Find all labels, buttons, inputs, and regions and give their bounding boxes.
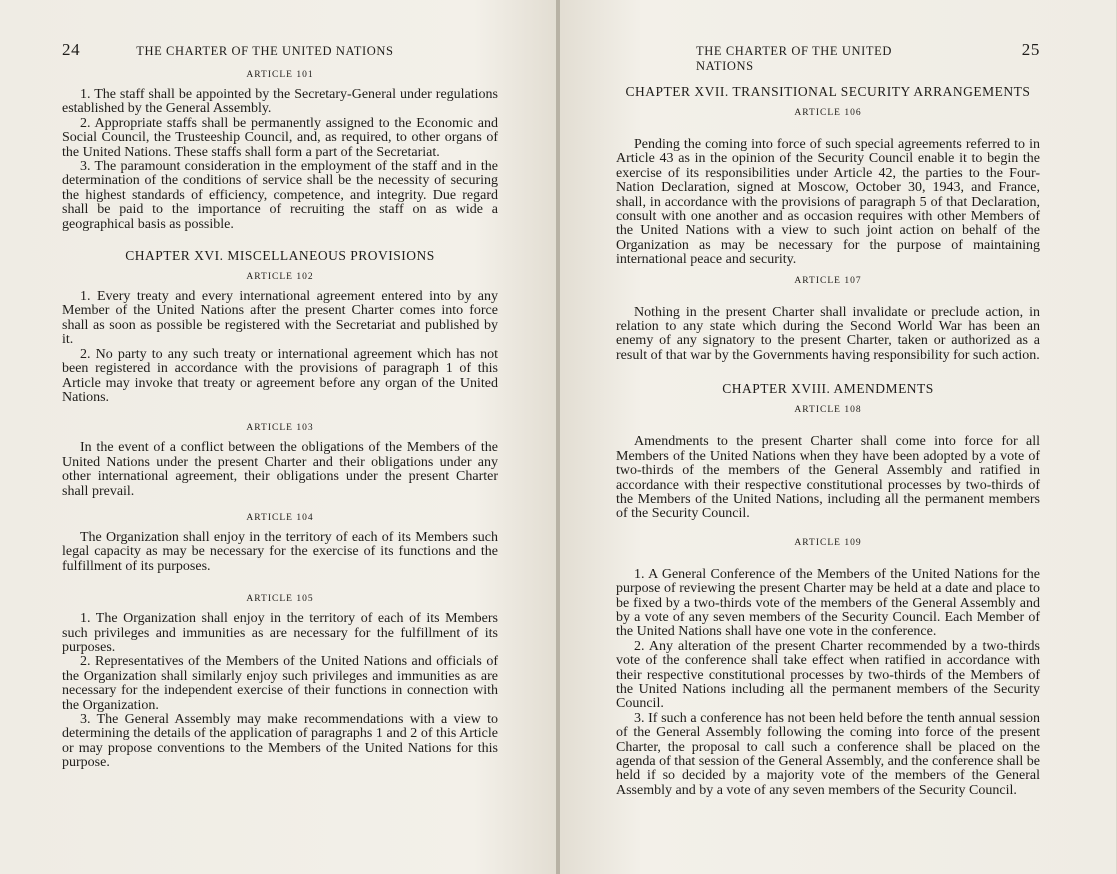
right-running-title: THE CHARTER OF THE UNITED NATIONS xyxy=(696,44,892,73)
article-109-para-1: 1. A General Conference of the Members of the United Nations for the purpose of reviewing the present Charter may be held at a date and place to be fixed by a two-thirds vote of the members of the General Assembly and by a vote of any seven members of the Security Council. Each Member of the United Nations shall have one vote in the conference. xyxy=(616,566,1040,640)
chapter-17-heading: CHAPTER XVII. TRANSITIONAL SECURITY ARRANGEMENTS xyxy=(625,84,1031,99)
article-105-para-1: 1. The Organization shall enjoy in the territory of each of its Members such privileges and immunities as are necessary for the fulfillment of its purposes. xyxy=(62,611,498,655)
article-109-para-2: 2. Any alteration of the present Charter recommended by a two-thirds vote of the conference shall take effect when ratified in accordance with their respective constitutional processes by two-thirds of the Members of the United Nations including all the permanent members of the Security Council. xyxy=(616,638,1040,712)
left-page-number: 24 xyxy=(62,40,81,59)
article-105-heading: ARTICLE 105 xyxy=(246,594,314,605)
article-101-para-1: 1. The staff shall be appointed by the Secretary-General under regulations established by the General Assembly. xyxy=(62,87,498,117)
article-103-para-1: In the event of a conflict between the obligations of the Members of the United Nations under the present Charter and their obligations under any other international agreement, their obligations under the present Charter shall prevail. xyxy=(62,440,498,499)
article-104-heading: ARTICLE 104 xyxy=(246,512,314,523)
article-108-heading: ARTICLE 108 xyxy=(794,405,862,416)
article-101-para-3: 3. The paramount consideration in the employment of the staff and in the determination of the conditions of service shall be the necessity of securing the highest standards of efficiency, competence, and integrity. Due regard shall be paid to the importance of recruiting the staff on as wide a geographical basis as possible. xyxy=(62,159,498,232)
chapter-16-heading: CHAPTER XVI. MISCELLANEOUS PROVISIONS xyxy=(125,248,435,264)
left-running-title: THE CHARTER OF THE UNITED NATIONS xyxy=(136,44,394,58)
article-106-heading: ARTICLE 106 xyxy=(794,108,862,118)
article-107-para-1: Nothing in the present Charter shall invalidate or preclude action, in relation to any state which during the Second World War has been an enemy of any signatory to the present Charter, taken or authorized as a result of that war by the Governments having responsibility for such action. xyxy=(616,304,1040,363)
right-page xyxy=(558,0,1116,874)
article-103-heading: ARTICLE 103 xyxy=(246,423,314,434)
article-105-para-3: 3. The General Assembly may make recommendations with a view to determining the details of the application of paragraphs 1 and 2 of this Article or may propose conventions to the Members of the United Nations for this purpose. xyxy=(62,712,498,771)
left-page xyxy=(0,0,558,874)
article-104-para-1: The Organization shall enjoy in the territory of each of its Members such legal capacity as may be necessary for the exercise of its functions and the fulfillment of its purposes. xyxy=(62,529,498,574)
article-102-heading: ARTICLE 102 xyxy=(246,272,314,283)
article-108-para-1: Amendments to the present Charter shall come into force for all Members of the United Nations when they have been adopted by a vote of two-thirds of the members of the General Assembly and ratified in accordance with their respective constitutional processes by two-thirds of the Members of the United Nations, including all the permanent members of the Security Council. xyxy=(616,434,1040,522)
article-109-para-3: 3. If such a conference has not been held before the tenth annual session of the General Assembly following the coming into force of the present Charter, the proposal to call such a conference shall be placed on the agenda of that session of the General Assembly, and the conference shall be held if so decided by a majority vote of the members of the General Assembly and by a vote of any seven members of the Security Council. xyxy=(616,710,1040,798)
article-102-para-2: 2. No party to any such treaty or international agreement which has not been registered in accordance with the provisions of paragraph 1 of this Article may invoke that treaty or agreement before any organ of the United Nations. xyxy=(62,346,498,405)
right-page-number: 25 xyxy=(1021,40,1040,59)
chapter-18-heading: CHAPTER XVIII. AMENDMENTS xyxy=(722,381,934,397)
article-109-heading: ARTICLE 109 xyxy=(794,537,862,548)
article-105-para-2: 2. Representatives of the Members of the United Nations and officials of the Organization shall similarly enjoy such privileges and immunities as are necessary for the independent exercise of their functions in connection with the Organization. xyxy=(62,654,498,713)
article-102-para-1: 1. Every treaty and every international agreement entered into by any Member of the United Nations after the present Charter comes into force shall as soon as possible be registered with the Secretariat and published by it. xyxy=(62,289,498,348)
article-101-para-2: 2. Appropriate staffs shall be permanently assigned to the Economic and Social Council, the Trusteeship Council, and, as required, to other organs of the United Nations. These staffs shall form a part of the Secretariat. xyxy=(62,115,498,160)
article-101-heading: ARTICLE 101 xyxy=(246,70,314,80)
article-107-heading: ARTICLE 107 xyxy=(794,275,862,286)
right-running-head xyxy=(616,40,1040,74)
article-106-para-1: Pending the coming into force of such special agreements referred to in Article 43 as in the opinion of the Security Council enable it to begin the exercise of its responsibilities under Article 42, the parties to the Four-Nation Declaration, signed at Moscow, October 30, 1943, and France, shall, in accordance with the provisions of paragraph 5 of that Declaration, consult with one another and as occasion requires with other Members of the United Nations with a view to such joint action on behalf of the Organization as may be necessary for the purpose of maintaining international peace and security. xyxy=(616,137,1040,268)
book-gutter xyxy=(556,0,560,874)
left-running-head xyxy=(62,40,498,60)
